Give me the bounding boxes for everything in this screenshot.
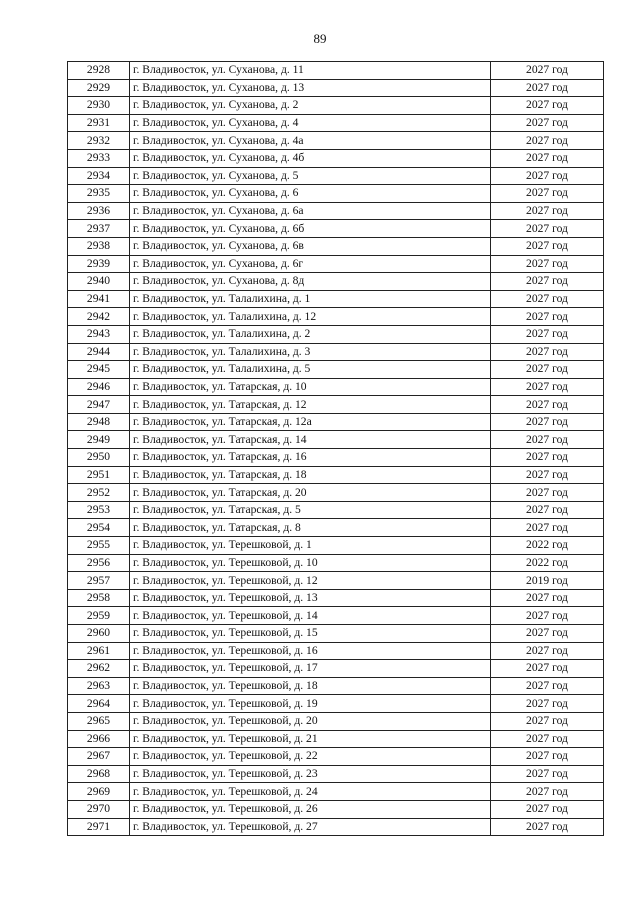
address-cell: г. Владивосток, ул. Терешковой, д. 15 — [130, 625, 491, 643]
address-cell: г. Владивосток, ул. Суханова, д. 11 — [130, 62, 491, 80]
row-number-cell: 2944 — [68, 343, 130, 361]
year-cell: 2027 год — [491, 185, 604, 203]
table-row — [68, 290, 604, 308]
table-row — [68, 695, 604, 713]
address-cell: г. Владивосток, ул. Терешковой, д. 20 — [130, 712, 491, 730]
table-row — [68, 413, 604, 431]
year-cell: 2027 год — [491, 818, 604, 836]
table-row — [68, 765, 604, 783]
table-row — [68, 185, 604, 203]
row-number-cell: 2930 — [68, 97, 130, 115]
row-number-cell: 2936 — [68, 202, 130, 220]
table-row — [68, 730, 604, 748]
year-cell: 2027 год — [491, 449, 604, 467]
address-schedule-table — [67, 61, 604, 836]
address-cell: г. Владивосток, ул. Суханова, д. 6 — [130, 185, 491, 203]
address-cell: г. Владивосток, ул. Терешковой, д. 16 — [130, 642, 491, 660]
row-number-cell: 2938 — [68, 237, 130, 255]
address-cell: г. Владивосток, ул. Талалихина, д. 2 — [130, 325, 491, 343]
address-cell: г. Владивосток, ул. Татарская, д. 5 — [130, 501, 491, 519]
row-number-cell: 2968 — [68, 765, 130, 783]
table-row — [68, 783, 604, 801]
table-row — [68, 396, 604, 414]
year-cell: 2027 год — [491, 325, 604, 343]
table-row — [68, 642, 604, 660]
address-cell: г. Владивосток, ул. Талалихина, д. 1 — [130, 290, 491, 308]
row-number-cell: 2940 — [68, 273, 130, 291]
year-cell: 2027 год — [491, 149, 604, 167]
table-row — [68, 255, 604, 273]
year-cell: 2027 год — [491, 413, 604, 431]
row-number-cell: 2961 — [68, 642, 130, 660]
row-number-cell: 2947 — [68, 396, 130, 414]
table-row — [68, 431, 604, 449]
address-cell: г. Владивосток, ул. Татарская, д. 20 — [130, 484, 491, 502]
address-cell: г. Владивосток, ул. Терешковой, д. 24 — [130, 783, 491, 801]
row-number-cell: 2935 — [68, 185, 130, 203]
address-cell: г. Владивосток, ул. Талалихина, д. 12 — [130, 308, 491, 326]
address-cell: г. Владивосток, ул. Терешковой, д. 18 — [130, 677, 491, 695]
address-cell: г. Владивосток, ул. Татарская, д. 16 — [130, 449, 491, 467]
address-cell: г. Владивосток, ул. Суханова, д. 6в — [130, 237, 491, 255]
year-cell: 2027 год — [491, 255, 604, 273]
address-cell: г. Владивосток, ул. Суханова, д. 4б — [130, 149, 491, 167]
address-cell: г. Владивосток, ул. Татарская, д. 18 — [130, 466, 491, 484]
row-number-cell: 2931 — [68, 114, 130, 132]
year-cell: 2027 год — [491, 783, 604, 801]
row-number-cell: 2957 — [68, 572, 130, 590]
year-cell: 2022 год — [491, 554, 604, 572]
row-number-cell: 2953 — [68, 501, 130, 519]
table-row — [68, 79, 604, 97]
row-number-cell: 2933 — [68, 149, 130, 167]
year-cell: 2027 год — [491, 800, 604, 818]
table-row — [68, 97, 604, 115]
address-cell: г. Владивосток, ул. Терешковой, д. 19 — [130, 695, 491, 713]
year-cell: 2027 год — [491, 132, 604, 150]
year-cell: 2027 год — [491, 361, 604, 379]
address-cell: г. Владивосток, ул. Терешковой, д. 12 — [130, 572, 491, 590]
year-cell: 2027 год — [491, 677, 604, 695]
year-cell: 2027 год — [491, 79, 604, 97]
table-row — [68, 237, 604, 255]
address-cell: г. Владивосток, ул. Суханова, д. 13 — [130, 79, 491, 97]
address-cell: г. Владивосток, ул. Терешковой, д. 26 — [130, 800, 491, 818]
address-cell: г. Владивосток, ул. Терешковой, д. 14 — [130, 607, 491, 625]
year-cell: 2027 год — [491, 378, 604, 396]
address-cell: г. Владивосток, ул. Татарская, д. 12 — [130, 396, 491, 414]
row-number-cell: 2932 — [68, 132, 130, 150]
table-row — [68, 589, 604, 607]
year-cell: 2027 год — [491, 308, 604, 326]
year-cell: 2027 год — [491, 220, 604, 238]
year-cell: 2027 год — [491, 343, 604, 361]
year-cell: 2027 год — [491, 62, 604, 80]
row-number-cell: 2928 — [68, 62, 130, 80]
table-row — [68, 378, 604, 396]
year-cell: 2027 год — [491, 625, 604, 643]
row-number-cell: 2965 — [68, 712, 130, 730]
table-row — [68, 625, 604, 643]
table-row — [68, 484, 604, 502]
table-row — [68, 114, 604, 132]
address-cell: г. Владивосток, ул. Суханова, д. 4а — [130, 132, 491, 150]
year-cell: 2027 год — [491, 660, 604, 678]
address-cell: г. Владивосток, ул. Суханова, д. 6а — [130, 202, 491, 220]
address-cell: г. Владивосток, ул. Терешковой, д. 27 — [130, 818, 491, 836]
address-cell: г. Владивосток, ул. Терешковой, д. 23 — [130, 765, 491, 783]
address-cell: г. Владивосток, ул. Талалихина, д. 5 — [130, 361, 491, 379]
table-row — [68, 308, 604, 326]
table-row — [68, 677, 604, 695]
address-cell: г. Владивосток, ул. Терешковой, д. 17 — [130, 660, 491, 678]
address-cell: г. Владивосток, ул. Татарская, д. 10 — [130, 378, 491, 396]
address-cell: г. Владивосток, ул. Талалихина, д. 3 — [130, 343, 491, 361]
address-cell: г. Владивосток, ул. Татарская, д. 12а — [130, 413, 491, 431]
year-cell: 2027 год — [491, 695, 604, 713]
address-cell: г. Владивосток, ул. Суханова, д. 6б — [130, 220, 491, 238]
row-number-cell: 2950 — [68, 449, 130, 467]
table-row — [68, 167, 604, 185]
table-row — [68, 149, 604, 167]
row-number-cell: 2963 — [68, 677, 130, 695]
page-number: 89 — [313, 31, 327, 46]
year-cell: 2027 год — [491, 712, 604, 730]
table-row — [68, 132, 604, 150]
table-row — [68, 712, 604, 730]
year-cell: 2027 год — [491, 607, 604, 625]
row-number-cell: 2946 — [68, 378, 130, 396]
table-row — [68, 466, 604, 484]
table-row — [68, 220, 604, 238]
address-cell: г. Владивосток, ул. Суханова, д. 2 — [130, 97, 491, 115]
year-cell: 2027 год — [491, 431, 604, 449]
table-row — [68, 449, 604, 467]
table-row — [68, 62, 604, 80]
table-row — [68, 202, 604, 220]
year-cell: 2027 год — [491, 114, 604, 132]
table-row — [68, 325, 604, 343]
row-number-cell: 2952 — [68, 484, 130, 502]
row-number-cell: 2954 — [68, 519, 130, 537]
address-cell: г. Владивосток, ул. Суханова, д. 6г — [130, 255, 491, 273]
row-number-cell: 2964 — [68, 695, 130, 713]
row-number-cell: 2929 — [68, 79, 130, 97]
year-cell: 2027 год — [491, 466, 604, 484]
table-row — [68, 818, 604, 836]
table-row — [68, 748, 604, 766]
table-row — [68, 519, 604, 537]
year-cell: 2027 год — [491, 519, 604, 537]
table-row — [68, 537, 604, 555]
table-row — [68, 607, 604, 625]
year-cell: 2022 год — [491, 537, 604, 555]
row-number-cell: 2970 — [68, 800, 130, 818]
table-row — [68, 501, 604, 519]
address-cell: г. Владивосток, ул. Татарская, д. 8 — [130, 519, 491, 537]
row-number-cell: 2966 — [68, 730, 130, 748]
year-cell: 2027 год — [491, 396, 604, 414]
year-cell: 2027 год — [491, 97, 604, 115]
year-cell: 2027 год — [491, 290, 604, 308]
year-cell: 2027 год — [491, 501, 604, 519]
row-number-cell: 2943 — [68, 325, 130, 343]
address-cell: г. Владивосток, ул. Терешковой, д. 22 — [130, 748, 491, 766]
address-cell: г. Владивосток, ул. Суханова, д. 4 — [130, 114, 491, 132]
year-cell: 2027 год — [491, 642, 604, 660]
row-number-cell: 2969 — [68, 783, 130, 801]
row-number-cell: 2958 — [68, 589, 130, 607]
row-number-cell: 2962 — [68, 660, 130, 678]
year-cell: 2027 год — [491, 748, 604, 766]
address-cell: г. Владивосток, ул. Терешковой, д. 10 — [130, 554, 491, 572]
row-number-cell: 2951 — [68, 466, 130, 484]
row-number-cell: 2937 — [68, 220, 130, 238]
table-row — [68, 660, 604, 678]
row-number-cell: 2949 — [68, 431, 130, 449]
row-number-cell: 2955 — [68, 537, 130, 555]
address-cell: г. Владивосток, ул. Терешковой, д. 21 — [130, 730, 491, 748]
table-body — [68, 62, 604, 836]
year-cell: 2027 год — [491, 237, 604, 255]
row-number-cell: 2945 — [68, 361, 130, 379]
address-cell: г. Владивосток, ул. Суханова, д. 8д — [130, 273, 491, 291]
address-cell: г. Владивосток, ул. Терешковой, д. 1 — [130, 537, 491, 555]
table-row — [68, 800, 604, 818]
row-number-cell: 2939 — [68, 255, 130, 273]
year-cell: 2027 год — [491, 167, 604, 185]
table-row — [68, 554, 604, 572]
year-cell: 2027 год — [491, 765, 604, 783]
year-cell: 2027 год — [491, 202, 604, 220]
table-row — [68, 361, 604, 379]
year-cell: 2019 год — [491, 572, 604, 590]
table-row — [68, 572, 604, 590]
year-cell: 2027 год — [491, 273, 604, 291]
row-number-cell: 2941 — [68, 290, 130, 308]
row-number-cell: 2942 — [68, 308, 130, 326]
address-cell: г. Владивосток, ул. Татарская, д. 14 — [130, 431, 491, 449]
year-cell: 2027 год — [491, 730, 604, 748]
row-number-cell: 2960 — [68, 625, 130, 643]
row-number-cell: 2959 — [68, 607, 130, 625]
year-cell: 2027 год — [491, 484, 604, 502]
address-cell: г. Владивосток, ул. Суханова, д. 5 — [130, 167, 491, 185]
row-number-cell: 2967 — [68, 748, 130, 766]
table-row — [68, 273, 604, 291]
row-number-cell: 2971 — [68, 818, 130, 836]
row-number-cell: 2948 — [68, 413, 130, 431]
row-number-cell: 2934 — [68, 167, 130, 185]
year-cell: 2027 год — [491, 589, 604, 607]
address-cell: г. Владивосток, ул. Терешковой, д. 13 — [130, 589, 491, 607]
row-number-cell: 2956 — [68, 554, 130, 572]
table-row — [68, 343, 604, 361]
